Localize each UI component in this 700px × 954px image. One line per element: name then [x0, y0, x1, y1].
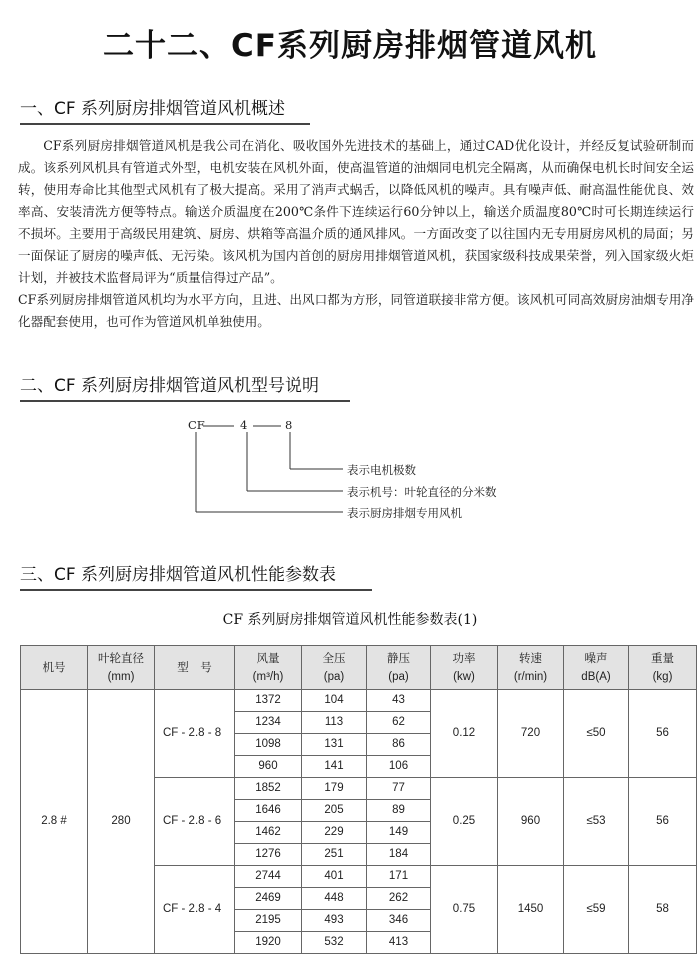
flow-cell: 1276	[235, 844, 302, 866]
flow-cell: 1098	[235, 734, 302, 756]
total-pressure-cell: 113	[302, 712, 367, 734]
table-caption: CF 系列厨房排烟管道风机性能参数表(1)	[222, 612, 478, 628]
power-cell: 0.25	[431, 778, 498, 866]
total-pressure-cell: 131	[302, 734, 367, 756]
power-cell: 0.12	[431, 690, 498, 778]
flow-cell: 1852	[235, 778, 302, 800]
header-air-flow: 风量 (m³/h)	[235, 646, 302, 690]
total-pressure-cell: 448	[302, 888, 367, 910]
flow-cell: 2469	[235, 888, 302, 910]
overview-paragraph-1: CF系列厨房排烟管道风机是我公司在消化、吸收国外先进技术的基础上，通过CAD优化设计，并经反复试验研制而成。该系列风机具有管道式外型，电机安装在风机外面，使高温管道的油烟同电机完全隔离，从而确保电机长时间安全运转，使用寿命比其他型式风机有了极大提高。采用了消声式蜗舌，以降低风机的噪声。具有噪声低、耐高温性能优良、效率高、安装清洗方便等特点。输送介质温度在200℃条件下连续运行60分钟以上，输送介质温度80℃时可长期连续运行不损坏。主要用于高级民用建筑、厨房、烘箱等高温介质的通风排风。一方面改变了以往国内无专用厨房风机的局面；另一面保证了厨房的噪声低、无污染。该风机为国内首创的厨房用排烟管道风机，获国家级科技成果荣誉，列入国家级火炬计划，并被技术监督局评为“质量信得过产品”。	[18, 138, 694, 285]
total-pressure-cell: 229	[302, 822, 367, 844]
model-code-diagram	[150, 412, 570, 527]
power-cell: 0.75	[431, 866, 498, 954]
noise-cell: ≤53	[564, 778, 629, 866]
header-model: 型 号	[155, 646, 235, 690]
static-pressure-cell: 77	[367, 778, 431, 800]
table-row	[21, 690, 697, 712]
model-code-poles: 8	[285, 418, 293, 432]
flow-cell: 1646	[235, 800, 302, 822]
section-underline	[20, 589, 372, 591]
performance-table	[20, 645, 697, 954]
flow-cell: 1234	[235, 712, 302, 734]
total-pressure-cell: 104	[302, 690, 367, 712]
weight-cell: 56	[629, 690, 697, 778]
static-pressure-cell: 184	[367, 844, 431, 866]
section-title: 三、CF 系列厨房排烟管道风机性能参数表	[20, 565, 337, 585]
section-overview-heading	[20, 94, 310, 125]
flow-cell: 1462	[235, 822, 302, 844]
static-pressure-cell: 86	[367, 734, 431, 756]
header-impeller-diameter: 叶轮直径 (mm)	[88, 646, 155, 690]
speed-cell: 720	[498, 690, 564, 778]
total-pressure-cell: 251	[302, 844, 367, 866]
section-title: 二、CF 系列厨房排烟管道风机型号说明	[20, 376, 320, 396]
total-pressure-cell: 205	[302, 800, 367, 822]
overview-paragraph-2: CF系列厨房排烟管道风机均为水平方向，且进、出风口都为方形，同管道联接非常方便。该风机可同高效厨房油烟专用净化器配套使用，也可作为管道风机单独使用。	[18, 292, 694, 329]
model-code-size: 4	[240, 418, 248, 432]
label-machine-size: 表示机号：叶轮直径的分米数	[347, 485, 497, 499]
total-pressure-cell: 532	[302, 932, 367, 954]
model-cell: CF - 2.8 - 4	[155, 866, 235, 954]
total-pressure-cell: 401	[302, 866, 367, 888]
label-motor-poles: 表示电机极数	[347, 463, 416, 477]
speed-cell: 1450	[498, 866, 564, 954]
static-pressure-cell: 149	[367, 822, 431, 844]
static-pressure-cell: 262	[367, 888, 431, 910]
static-pressure-cell: 89	[367, 800, 431, 822]
static-pressure-cell: 413	[367, 932, 431, 954]
static-pressure-cell: 171	[367, 866, 431, 888]
header-static-pressure: 静压 (pa)	[367, 646, 431, 690]
header-total-pressure: 全压 (pa)	[302, 646, 367, 690]
static-pressure-cell: 43	[367, 690, 431, 712]
total-pressure-cell: 179	[302, 778, 367, 800]
model-cell: CF - 2.8 - 8	[155, 690, 235, 778]
weight-cell: 56	[629, 778, 697, 866]
header-noise: 噪声 dB(A)	[564, 646, 629, 690]
flow-cell: 2744	[235, 866, 302, 888]
header-power: 功率 (kw)	[431, 646, 498, 690]
flow-cell: 960	[235, 756, 302, 778]
section-title: 一、CF 系列厨房排烟管道风机概述	[20, 99, 286, 119]
static-pressure-cell: 62	[367, 712, 431, 734]
impeller-diameter-cell: 280	[88, 690, 155, 954]
page-title: 二十二、CF系列厨房排烟管道风机	[103, 28, 597, 64]
header-machine-no: 机号	[21, 646, 88, 690]
static-pressure-cell: 106	[367, 756, 431, 778]
noise-cell: ≤59	[564, 866, 629, 954]
weight-cell: 58	[629, 866, 697, 954]
total-pressure-cell: 141	[302, 756, 367, 778]
table-header-row	[21, 646, 697, 690]
model-code-prefix: CF	[188, 418, 205, 432]
noise-cell: ≤50	[564, 690, 629, 778]
total-pressure-cell: 493	[302, 910, 367, 932]
speed-cell: 960	[498, 778, 564, 866]
label-fan-type: 表示厨房排烟专用风机	[347, 506, 462, 520]
section-underline	[20, 400, 350, 402]
flow-cell: 1920	[235, 932, 302, 954]
flow-cell: 2195	[235, 910, 302, 932]
overview-text	[18, 135, 694, 333]
machine-no-cell: 2.8 #	[21, 690, 88, 954]
model-cell: CF - 2.8 - 6	[155, 778, 235, 866]
section-underline	[20, 123, 310, 125]
header-speed: 转速 (r/min)	[498, 646, 564, 690]
flow-cell: 1372	[235, 690, 302, 712]
header-weight: 重量 (kg)	[629, 646, 697, 690]
section-model-heading	[20, 371, 350, 402]
static-pressure-cell: 346	[367, 910, 431, 932]
section-performance-heading	[20, 560, 372, 591]
